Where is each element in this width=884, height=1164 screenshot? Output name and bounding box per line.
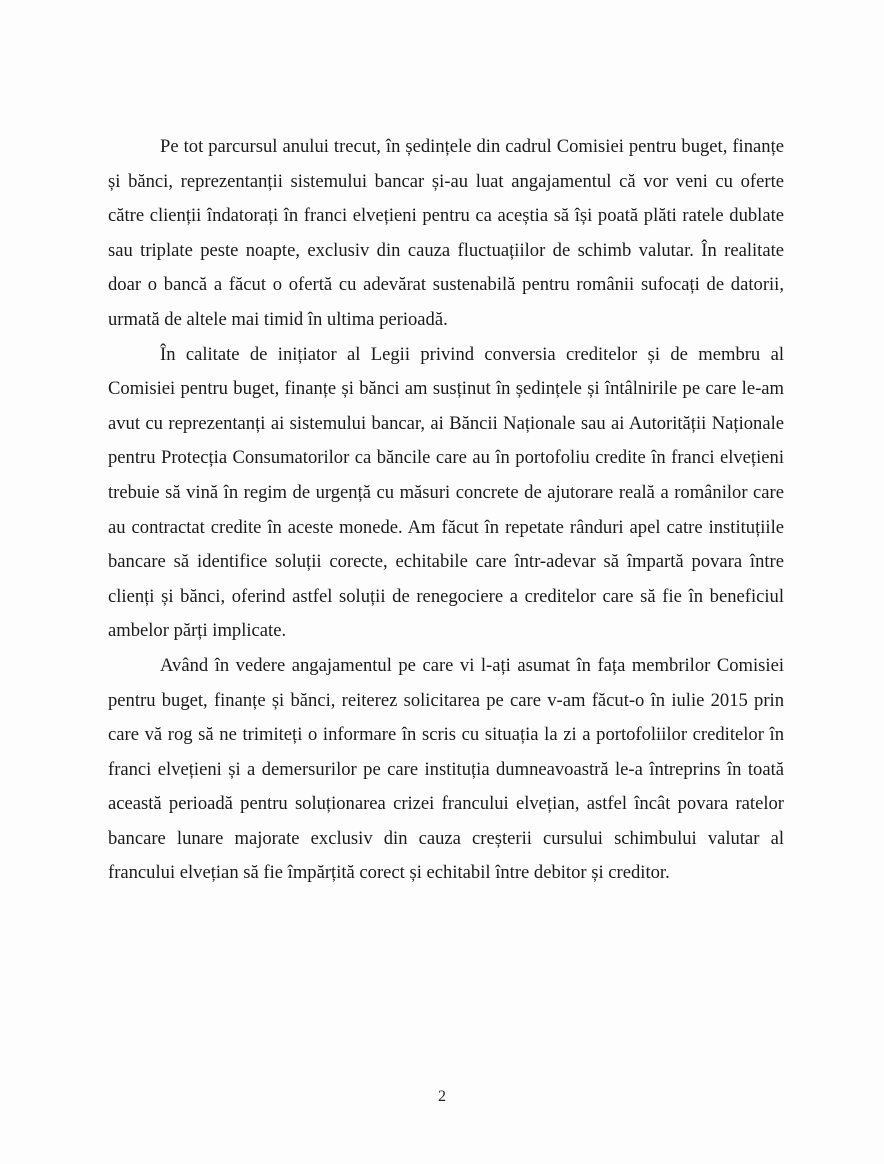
- document-body: [108, 130, 784, 891]
- page-number: 2: [438, 1088, 446, 1105]
- paragraph-2: În calitate de inițiator al Legii privind conversia creditelor și de membru al Comisiei pentru buget, finanțe și bănci am susținut în ședințele și întâlnirile pe care le-am avut cu reprezentanți ai sistemului bancar, ai Băncii Naționale sau ai Autorității Naționale pentru Protecția Consumatorilor ca băncile care au în portofoliu credite în franci elvețieni trebuie să vină în regim de urgență cu măsuri concrete de ajutorare reală a românilor care au contractat credite în aceste monede. Am făcut în repetate rânduri apel catre instituțiile bancare să identifice soluții corecte, echitabile care într-adevar să împartă povara între clienți și bănci, oferind astfel soluții de renegociere a creditelor care să fie în beneficiul ambelor părți implicate.: [108, 343, 784, 642]
- paragraph-1: Pe tot parcursul anului trecut, în ședințele din cadrul Comisiei pentru buget, finanțe și bănci, reprezentanții sistemului bancar și-au luat angajamentul că vor veni cu oferte către clienții îndatorați în franci elvețieni pentru ca aceștia să își poată plăti ratele dublate sau triplate peste noapte, exclusiv din cauza fluctuațiilor de schimb valutar. În realitate doar o bancă a făcut o ofertă cu adevărat sustenabilă pentru românii sufocați de datorii, urmată de altele mai timid în ultima perioadă.: [108, 136, 784, 330]
- paragraph-3: Având în vedere angajamentul pe care vi l-ați asumat în fața membrilor Comisiei pentru buget, finanțe și bănci, reiterez solicitarea pe care v-am făcut-o în iulie 2015 prin care vă rog să ne trimiteți o informare în scris cu situația la zi a portofoliilor creditelor în franci elvețieni și a demersurilor pe care instituția dumneavoastră le-a întreprins în toată această perioadă pentru soluționarea crizei francului elvețian, astfel încât povara ratelor bancare lunare majorate exclusiv din cauza creșterii cursului schimbului valutar al francului elvețian să fie împărțită corect și echitabil între debitor și creditor.: [108, 654, 784, 884]
